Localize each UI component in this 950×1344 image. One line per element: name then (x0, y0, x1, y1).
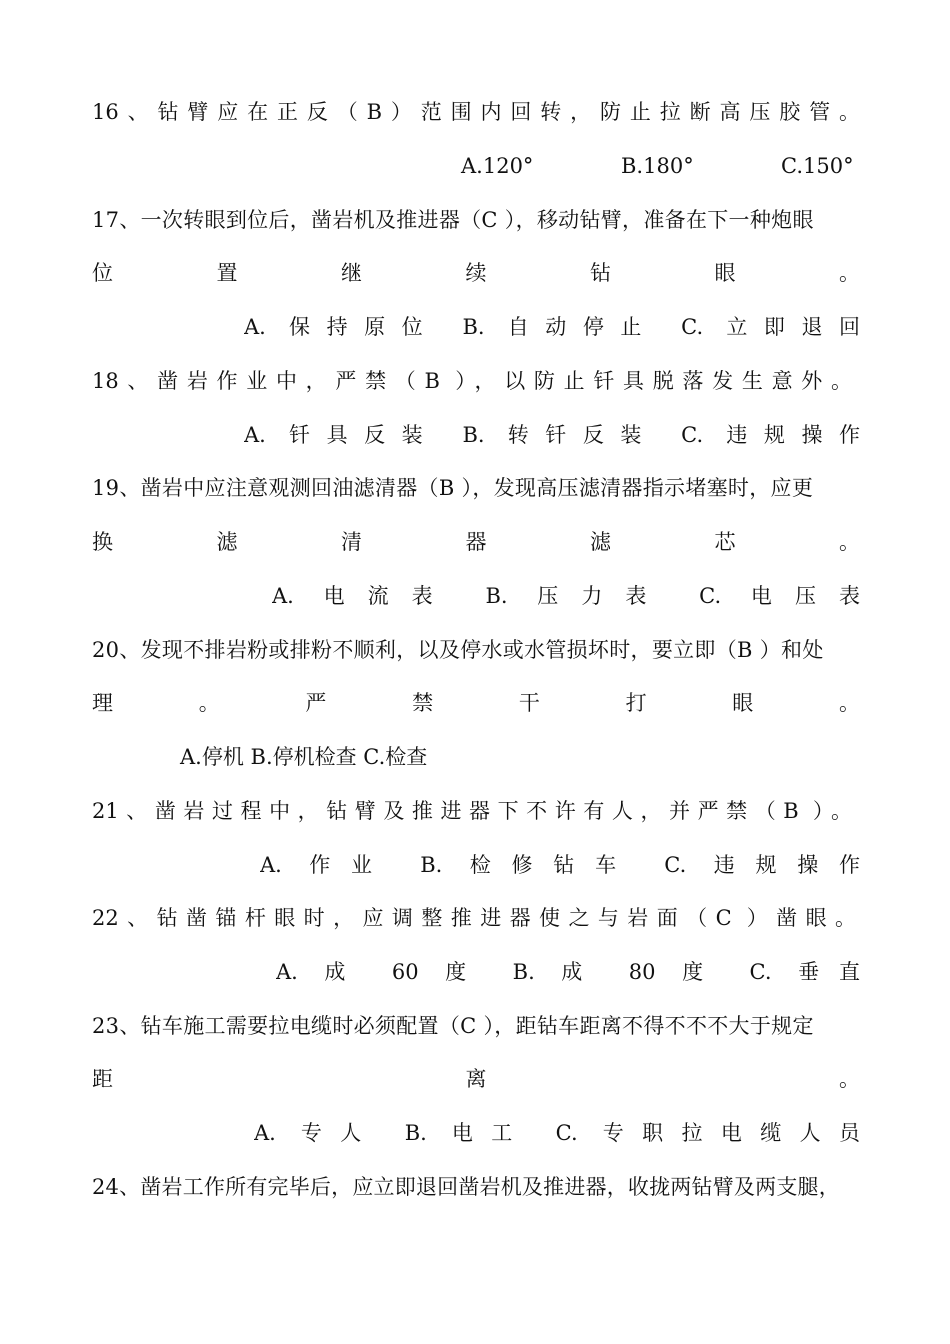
question-16: 16、钻臂应在正反（B）范围内回转，防止拉断高压胶管。 (92, 100, 860, 124)
question-23: 23、钻车施工需要拉电缆时必须配置（C ），距钻车距离不得不不不大于规定 (92, 1014, 814, 1038)
q17-options: A. 保持原位 B. 自动停止 C. 立即退回 (244, 315, 860, 339)
q21-options: A. 作业 B. 检修钻车 C. 违规操作 (260, 853, 860, 877)
q19-options: A. 电流表 B. 压力表 C. 电压表 (272, 584, 860, 608)
q22-options: A. 成 60 度 B. 成 80 度 C. 垂直 (276, 960, 860, 984)
q23-options: A. 专人 B. 电工 C. 专职拉电缆人员 (254, 1121, 860, 1145)
question-19: 19、凿岩中应注意观测回油滤清器（B ），发现高压滤清器指示堵塞时，应更 (92, 476, 814, 500)
question-20-cont: 理。严禁干打眼。 (92, 691, 860, 715)
question-23-cont: 距离。 (92, 1067, 860, 1091)
q16-option-a: A.120° (461, 154, 534, 178)
question-24: 24、凿岩工作所有完毕后，应立即退回凿岩机及推进器，收拢两钻臂及两支腿， (92, 1175, 840, 1199)
question-18: 18、凿岩作业中，严禁（B ），以防止钎具脱落发生意外。 (92, 369, 852, 393)
q16-option-c: C.150° (781, 154, 854, 178)
question-17-cont: 位置继续钻眼。 (92, 261, 860, 285)
question-17: 17、一次转眼到位后，凿岩机及推进器（C ），移动钻臂，准备在下一种炮眼 (92, 208, 814, 232)
question-22: 22、钻凿锚杆眼时，应调整推进器使之与岩面（C ）凿眼。 (92, 906, 856, 930)
question-20: 20、发现不排岩粉或排粉不顺利，以及停水或水管损坏时，要立即（B ）和处 (92, 638, 824, 662)
q16-option-b: B.180° (621, 154, 694, 178)
question-19-cont: 换滤清器滤芯。 (92, 530, 860, 554)
q20-options: A.停机 B.停机检查 C.检查 (180, 745, 428, 769)
q18-options: A. 钎具反装 B. 转钎反装 C. 违规操作 (244, 423, 860, 447)
question-21: 21、凿岩过程中，钻臂及推进器下不许有人，并严禁（B ）。 (92, 799, 852, 823)
